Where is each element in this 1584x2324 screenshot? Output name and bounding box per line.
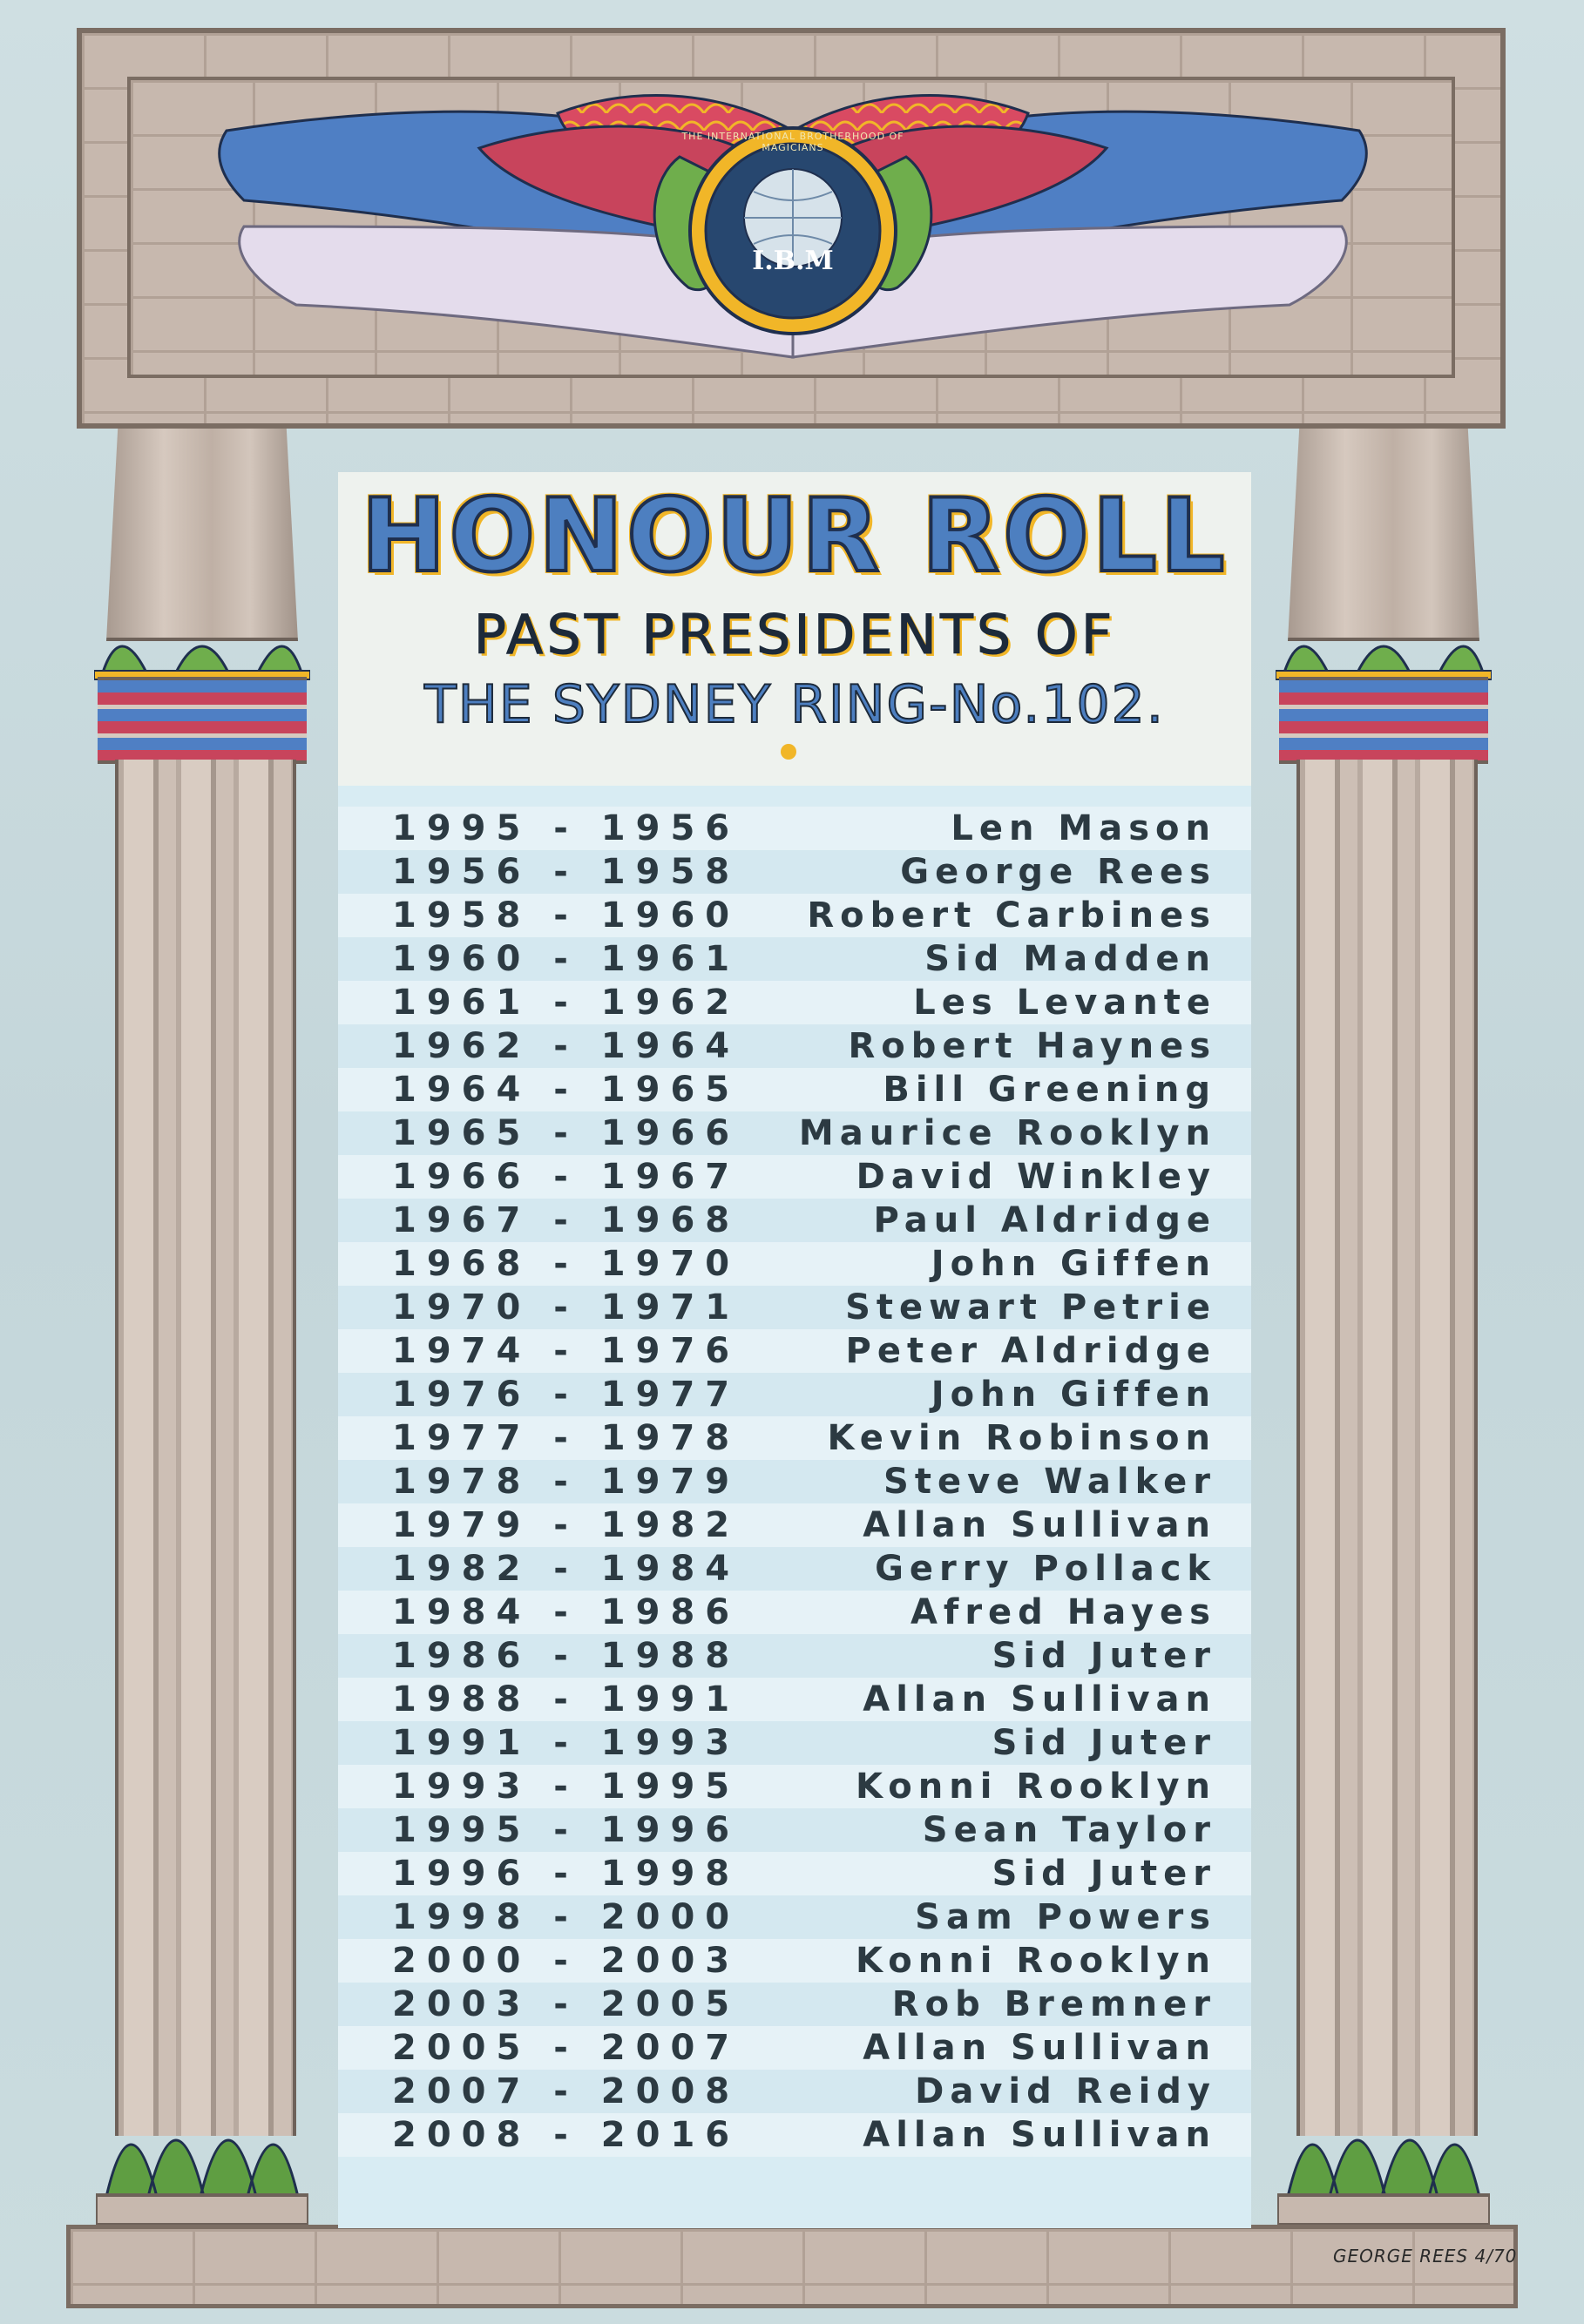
president-name: Gerry Pollack — [875, 1549, 1216, 1589]
page-title: HONOUR ROLL — [361, 477, 1229, 595]
right-column — [1288, 429, 1479, 2225]
term-years: 1964 - 1965 — [392, 1070, 741, 1110]
column-shaft — [1296, 760, 1478, 2136]
list-item — [338, 1373, 1251, 1416]
president-name: John Giffen — [931, 1375, 1216, 1415]
list-item — [338, 1678, 1251, 1721]
term-years: 1956 - 1958 — [392, 852, 741, 892]
left-column — [106, 429, 298, 2225]
list-item — [338, 1634, 1251, 1678]
list-item — [338, 1591, 1251, 1634]
term-years: 1976 - 1977 — [392, 1375, 741, 1415]
term-years: 2007 - 2008 — [392, 2071, 741, 2111]
president-name: Bill Greening — [883, 1070, 1216, 1110]
term-years: 1965 - 1966 — [392, 1113, 741, 1153]
list-item — [338, 937, 1251, 981]
list-item — [338, 2113, 1251, 2157]
honour-roll-panel — [338, 472, 1251, 2228]
list-item — [338, 850, 1251, 894]
list-item — [338, 1547, 1251, 1591]
term-years: 1988 - 1991 — [392, 1679, 741, 1719]
term-years: 1982 - 1984 — [392, 1549, 741, 1589]
term-years: 1993 - 1995 — [392, 1767, 741, 1807]
president-name: Kevin Robinson — [827, 1418, 1216, 1458]
president-name: Sean Taylor — [922, 1810, 1216, 1850]
term-years: 2005 - 2007 — [392, 2028, 741, 2068]
list-item — [338, 1286, 1251, 1329]
term-years: 1995 - 1956 — [392, 808, 741, 848]
term-years: 1962 - 1964 — [392, 1026, 741, 1066]
lotus-bud-icon — [94, 620, 310, 681]
leaf-base-icon — [1277, 2084, 1490, 2225]
term-years: 1961 - 1962 — [392, 983, 741, 1023]
president-name: Sid Madden — [924, 939, 1216, 979]
term-years: 1979 - 1982 — [392, 1505, 741, 1545]
list-item — [338, 1068, 1251, 1111]
list-item — [338, 1024, 1251, 1068]
list-item — [338, 1808, 1251, 1852]
president-name: Robert Carbines — [807, 895, 1216, 936]
seal-initials: I.B.M — [752, 246, 834, 276]
list-item — [338, 1939, 1251, 1983]
list-item — [338, 1852, 1251, 1895]
president-name: Sid Juter — [992, 1854, 1216, 1894]
term-years: 1967 - 1968 — [392, 1200, 741, 1240]
president-name: Allan Sullivan — [863, 2028, 1216, 2068]
panel-header — [338, 472, 1251, 786]
lotus-bud-icon — [1276, 620, 1492, 681]
list-item — [338, 1329, 1251, 1373]
term-years: 1960 - 1961 — [392, 939, 741, 979]
list-item — [338, 1416, 1251, 1460]
president-name: Allan Sullivan — [863, 2115, 1216, 2155]
list-item — [338, 1503, 1251, 1547]
president-name: Les Levante — [913, 983, 1216, 1023]
term-years: 1970 - 1971 — [392, 1287, 741, 1328]
presidents-list — [338, 807, 1251, 2157]
term-years: 1968 - 1970 — [392, 1244, 741, 1284]
list-item — [338, 1983, 1251, 2026]
subtitle-line-2: THE SYDNEY RING-No.102. — [424, 674, 1165, 735]
list-item — [338, 1895, 1251, 1939]
list-item — [338, 894, 1251, 937]
president-name: George Rees — [900, 852, 1216, 892]
column-band — [98, 677, 307, 764]
president-name: Stewart Petrie — [845, 1287, 1216, 1328]
list-item — [338, 1460, 1251, 1503]
president-name: Allan Sullivan — [863, 1505, 1216, 1545]
term-years: 2000 - 2003 — [392, 1941, 741, 1981]
column-capital — [1288, 429, 1479, 641]
list-item — [338, 981, 1251, 1024]
list-item — [338, 1111, 1251, 1155]
list-item — [338, 1155, 1251, 1199]
president-name: Rob Bremner — [891, 1984, 1216, 2024]
president-name: Konni Rooklyn — [856, 1941, 1216, 1981]
list-item — [338, 1242, 1251, 1286]
gold-dot — [781, 744, 796, 760]
term-years: 1986 - 1988 — [392, 1636, 741, 1676]
term-years: 1998 - 2000 — [392, 1897, 741, 1937]
term-years: 1984 - 1986 — [392, 1592, 741, 1632]
president-name: David Reidy — [915, 2071, 1216, 2111]
president-name: Sid Juter — [992, 1636, 1216, 1676]
president-name: Konni Rooklyn — [856, 1767, 1216, 1807]
president-name: Paul Aldridge — [873, 1200, 1216, 1240]
president-name: Allan Sullivan — [863, 1679, 1216, 1719]
term-years: 2003 - 2005 — [392, 1984, 741, 2024]
term-years: 1966 - 1967 — [392, 1157, 741, 1197]
term-years: 1958 - 1960 — [392, 895, 741, 936]
president-name: Maurice Rooklyn — [798, 1113, 1216, 1153]
list-item — [338, 1765, 1251, 1808]
artist-signature: GEORGE REES 4/70 — [1333, 2246, 1518, 2267]
seal-text: THE INTERNATIONAL BROTHERHOOD OF MAGICIANS — [681, 131, 904, 153]
term-years: 1977 - 1978 — [392, 1418, 741, 1458]
president-name: Sid Juter — [992, 1723, 1216, 1763]
term-years: 1995 - 1996 — [392, 1810, 741, 1850]
term-years: 2008 - 2016 — [392, 2115, 741, 2155]
president-name: Robert Haynes — [848, 1026, 1216, 1066]
column-shaft — [115, 760, 296, 2136]
list-item — [338, 2026, 1251, 2070]
winged-ibm-seal-icon — [192, 78, 1394, 375]
president-name: Sam Powers — [915, 1897, 1216, 1937]
list-item — [338, 1199, 1251, 1242]
stone-base — [66, 2225, 1518, 2308]
term-years: 1996 - 1998 — [392, 1854, 741, 1894]
president-name: Len Mason — [951, 808, 1216, 848]
president-name: Afred Hayes — [910, 1592, 1216, 1632]
column-capital — [106, 429, 298, 641]
term-years: 1991 - 1993 — [392, 1723, 741, 1763]
president-name: Steve Walker — [883, 1462, 1216, 1502]
president-name: David Winkley — [856, 1157, 1216, 1197]
list-item — [338, 1721, 1251, 1765]
list-item — [338, 807, 1251, 850]
leaf-base-icon — [96, 2084, 308, 2225]
president-name: John Giffen — [931, 1244, 1216, 1284]
term-years: 1974 - 1976 — [392, 1331, 741, 1371]
list-item — [338, 2070, 1251, 2113]
column-band — [1279, 677, 1488, 764]
subtitle-line-1: PAST PRESIDENTS OF — [473, 603, 1116, 666]
president-name: Peter Aldridge — [845, 1331, 1216, 1371]
term-years: 1978 - 1979 — [392, 1462, 741, 1502]
